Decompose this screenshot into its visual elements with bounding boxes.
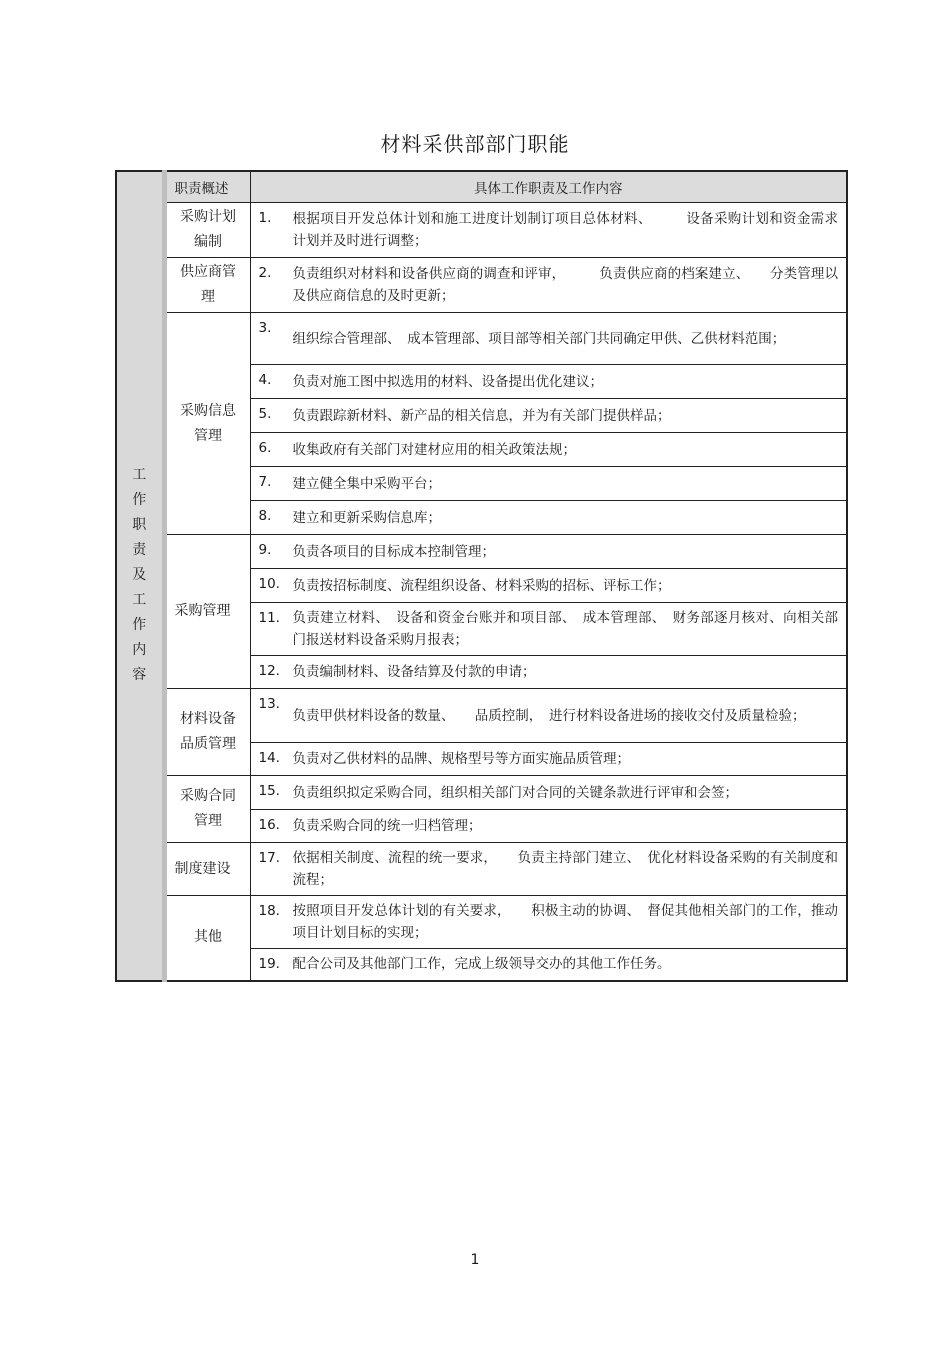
duty-item <box>250 656 847 689</box>
duty-item <box>250 743 847 776</box>
header-content: 具体工作职责及工作内容 <box>250 171 847 203</box>
category-cell <box>164 776 250 843</box>
item-text: 负责对施工图中拟选用的材料、设备提出优化建议； <box>292 373 603 390</box>
item-number: 6. <box>258 440 272 456</box>
duty-item <box>250 896 847 949</box>
page-title: 材料采供部部门职能 <box>380 132 570 156</box>
item-number: 9. <box>258 542 272 558</box>
item-number: 13. <box>258 696 280 712</box>
category-line: 管理 <box>194 813 222 829</box>
item-text: 按照项目开发总体计划的有关要求， 积极主动的协调、 督促其他相关部门的工作，推动项目计划目标的实现； <box>292 903 838 941</box>
item-text: 负责编制材料、设备结算及付款的申请； <box>292 664 536 680</box>
item-text: 负责采购合同的统一归档管理； <box>292 818 482 834</box>
category-line: 编制 <box>194 234 222 250</box>
duty-item <box>250 467 847 501</box>
item-number: 2. <box>258 265 272 281</box>
duties-table <box>115 170 848 982</box>
item-text: 建立健全集中采购平台； <box>292 475 441 492</box>
category-line: 管理 <box>194 427 222 444</box>
category-line: 理 <box>201 289 215 305</box>
item-number: 11. <box>258 610 280 626</box>
item-number: 10. <box>258 576 280 592</box>
side-label-char: 及 <box>132 567 147 584</box>
category-line: 采购管理 <box>174 603 231 619</box>
item-text: 负责各项目的目标成本控制管理； <box>292 543 495 560</box>
table-row <box>116 896 847 949</box>
item-text: 根据项目开发总体计划和施工进度计划制订项目总体材料、 设备采购计划和资金需求计划并及时进行调整； <box>292 211 838 249</box>
category-cell <box>164 896 250 981</box>
side-label-char: 职 <box>132 517 147 534</box>
side-label-char: 内 <box>132 642 147 659</box>
item-text: 负责对乙供材料的品牌、规格型号等方面实施品质管理； <box>292 751 630 767</box>
item-number: 15. <box>258 783 280 799</box>
table-row <box>116 313 847 365</box>
side-label-char: 容 <box>132 667 147 684</box>
table-row <box>116 535 847 569</box>
item-text: 建立和更新采购信息库； <box>292 509 441 526</box>
duty-item <box>250 365 847 399</box>
category-cell <box>164 535 250 689</box>
duty-item <box>250 843 847 896</box>
duty-item <box>250 949 847 981</box>
category-cell <box>164 258 250 313</box>
header-category: 职责概述 <box>164 171 250 203</box>
category-line: 供应商管 <box>180 264 236 280</box>
item-text: 配合公司及其他部门工作，完成上级领导交办的其他工作任务。 <box>292 956 671 973</box>
item-text: 组织综合管理部、 成本管理部、项目部等相关部门共同确定甲供、乙供材料范围； <box>292 330 786 347</box>
item-number: 19. <box>258 956 280 972</box>
side-label-char: 工 <box>132 467 147 484</box>
side-label-char: 作 <box>132 617 147 634</box>
duty-item <box>250 603 847 656</box>
category-line: 品质管理 <box>180 736 236 752</box>
table-row <box>116 843 847 896</box>
item-text: 负责甲供材料设备的数量、 品质控制， 进行材料设备进场的接收交付及质量检验； <box>292 707 806 724</box>
duty-item <box>250 433 847 467</box>
table-row <box>116 203 847 258</box>
item-text: 收集政府有关部门对建材应用的相关政策法规； <box>292 441 576 458</box>
table-row <box>116 689 847 743</box>
category-line: 采购合同 <box>180 788 236 804</box>
category-line: 采购计划 <box>180 209 236 225</box>
duty-item <box>250 569 847 603</box>
duty-item <box>250 535 847 569</box>
header-row <box>116 171 847 203</box>
category-line: 材料设备 <box>180 711 236 727</box>
duty-item <box>250 810 847 843</box>
category-line: 其他 <box>194 929 222 946</box>
category-cell <box>164 689 250 776</box>
side-label-char: 作 <box>132 492 147 509</box>
category-cell <box>164 203 250 258</box>
item-number: 14. <box>258 750 280 766</box>
item-number: 4. <box>258 372 272 388</box>
side-label-char: 责 <box>132 542 147 559</box>
duty-item <box>250 203 847 258</box>
category-line: 制度建设 <box>174 860 231 877</box>
duty-item <box>250 501 847 535</box>
duty-item <box>250 313 847 365</box>
item-text: 依据相关制度、流程的统一要求， 负责主持部门建立、 优化材料设备采购的有关制度和流程； <box>292 850 838 888</box>
table-row <box>116 776 847 810</box>
side-label-char: 工 <box>132 592 147 609</box>
item-number: 3. <box>258 320 272 336</box>
duty-item <box>250 776 847 810</box>
item-number: 8. <box>258 508 272 524</box>
page-number: 1 <box>470 1252 480 1268</box>
category-cell <box>164 313 250 535</box>
duty-item <box>250 689 847 743</box>
item-text: 负责按招标制度、流程组织设备、材料采购的招标、评标工作； <box>292 577 671 594</box>
duty-item <box>250 399 847 433</box>
item-text: 负责跟踪新材料、新产品的相关信息，并为有关部门提供样品； <box>292 407 671 424</box>
side-label <box>116 171 164 981</box>
item-text: 负责组织对材料和设备供应商的调查和评审， 负责供应商的档案建立、 分类管理以及供应商信息的及时更新； <box>292 266 838 304</box>
table-row <box>116 258 847 313</box>
duty-item <box>250 258 847 313</box>
item-number: 5. <box>258 406 272 422</box>
item-text: 负责建立材料、 设备和资金台账并和项目部、 成本管理部、 财务部逐月核对、向相关部门报送材料设备采购月报表； <box>292 610 838 648</box>
item-text: 负责组织拟定采购合同，组织相关部门对合同的关键条款进行评审和会签； <box>292 784 738 801</box>
category-cell <box>164 843 250 896</box>
item-number: 18. <box>258 903 280 919</box>
category-line: 采购信息 <box>180 402 236 419</box>
item-number: 16. <box>258 817 280 833</box>
item-number: 7. <box>258 474 272 490</box>
item-number: 12. <box>258 663 280 679</box>
item-number: 1. <box>258 210 272 226</box>
item-number: 17. <box>258 850 280 866</box>
